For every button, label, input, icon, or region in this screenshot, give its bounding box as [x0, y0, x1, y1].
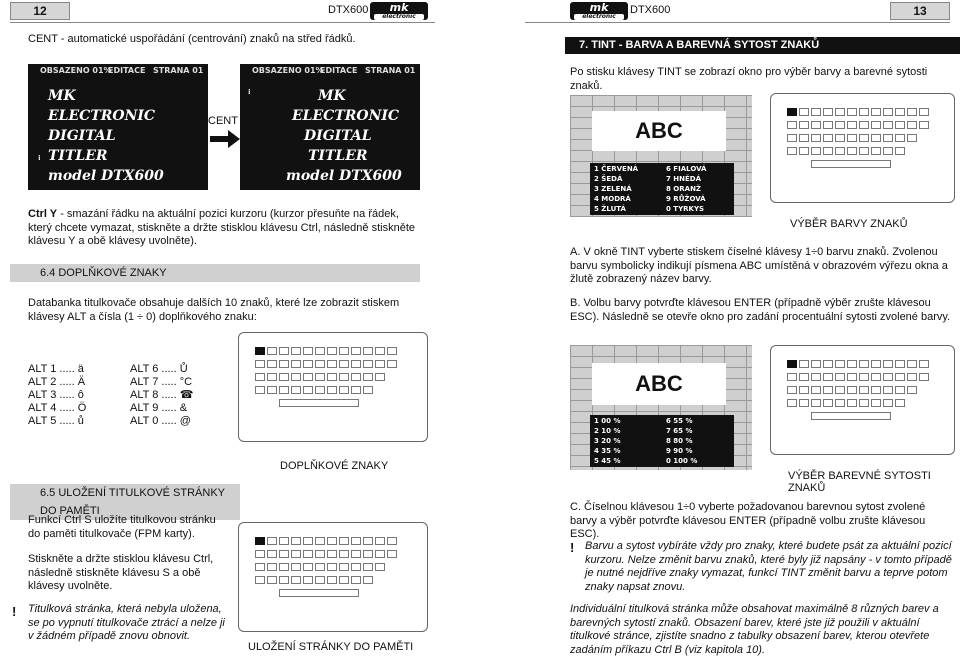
keyboard-key	[351, 563, 361, 571]
keyboard-key	[847, 386, 857, 394]
section-6-4-heading: 6.4 DOPLŇKOVÉ ZNAKY	[10, 264, 420, 282]
screen-line-1: MK	[48, 88, 76, 104]
keyboard-key	[811, 147, 821, 155]
highlighted-key	[787, 108, 797, 116]
highlighted-key	[255, 347, 265, 355]
keyboard-key	[315, 537, 325, 545]
keyboard-key	[291, 537, 301, 545]
keyboard-key	[919, 360, 929, 368]
keyboard-key	[279, 360, 289, 368]
keyboard-key	[315, 386, 325, 394]
keyboard-key	[375, 373, 385, 381]
keyboard-key	[847, 147, 857, 155]
keyboard-key	[267, 373, 277, 381]
keyboard-key	[859, 399, 869, 407]
databanka-description: Databanka titulkovače obsahuje dalších 10 znaků, které lze zobrazit stiskem klávesy ALT a čísla (1 ÷ 0) doplňkového znaku:	[28, 297, 400, 323]
keyboard-diagram-ctrl-s	[238, 522, 428, 632]
highlighted-key	[255, 537, 265, 545]
title-screen-before	[28, 64, 208, 190]
keyboard-key	[339, 386, 349, 394]
section-7-heading: 7. TINT - BARVA A BAREVNÁ SYTOST ZNAKŮ	[565, 37, 960, 54]
keyboard-key	[303, 563, 313, 571]
keyboard-key	[883, 386, 893, 394]
keyboard-key	[303, 360, 313, 368]
vyber-barvy-caption: VÝBĚR BARVY ZNAKŮ	[790, 218, 908, 230]
keyboard-key	[823, 134, 833, 142]
keyboard-key	[255, 576, 265, 584]
keyboard-key	[859, 373, 869, 381]
cent-label: CENT	[208, 115, 238, 127]
keyboard-key	[375, 563, 385, 571]
step-a-text: A. V okně TINT vyberte stiskem číselné klávesy 1÷0 barvu znaků. Zvolenou barvu symbolicky indikují písmena ABC umístěná v obrazovém výřezu okna a žlutě zobrazený název barvy.	[570, 246, 948, 285]
keyboard-key	[883, 108, 893, 116]
header-rule-left	[10, 22, 435, 23]
keyboard-key	[799, 399, 809, 407]
keyboard-key	[363, 576, 373, 584]
color-option: 2 ŠEDÁ	[594, 175, 623, 183]
keyboard-key	[375, 550, 385, 558]
step-b-text: B. Volbu barvy potvrďte klávesou ENTER (případně výběr zrušte klávesou ESC). Následně se otevře okno pro zadání procentuální sytosti zvolené barvy.	[570, 297, 951, 323]
keyboard-key	[351, 576, 361, 584]
alt-item: ALT 6 ..... Ů	[130, 363, 188, 375]
keyboard-key	[279, 537, 289, 545]
keyboard-key	[883, 360, 893, 368]
keyboard-key	[823, 108, 833, 116]
keyboard-key	[799, 360, 809, 368]
keyboard-key	[339, 373, 349, 381]
header-model-right: DTX600	[630, 4, 671, 16]
keyboard-key	[907, 121, 917, 129]
keyboard-key	[871, 373, 881, 381]
keyboard-key	[907, 373, 917, 381]
keyboard-key	[847, 373, 857, 381]
keyboard-spacebar	[811, 412, 891, 420]
keyboard-key	[907, 108, 917, 116]
keyboard-key	[327, 563, 337, 571]
keyboard-key	[799, 373, 809, 381]
keyboard-key	[811, 373, 821, 381]
keyboard-key	[787, 147, 797, 155]
keyboard-key	[327, 360, 337, 368]
cursor-marker: ⁝	[248, 88, 251, 96]
keyboard-key	[895, 373, 905, 381]
keyboard-key	[255, 550, 265, 558]
abc-preview: ABC	[592, 363, 726, 405]
keyboard-key	[387, 347, 397, 355]
keyboard-key	[339, 550, 349, 558]
keyboard-key	[859, 108, 869, 116]
logo-left: mk electronic	[370, 2, 428, 20]
keyboard-key	[291, 360, 301, 368]
keyboard-key	[895, 147, 905, 155]
keyboard-key	[883, 134, 893, 142]
keyboard-key	[363, 347, 373, 355]
color-option: 9 RŮŽOVÁ	[666, 195, 706, 203]
keyboard-key	[871, 147, 881, 155]
keyboard-key	[303, 576, 313, 584]
keyboard-key	[291, 550, 301, 558]
keyboard-key	[387, 537, 397, 545]
keyboard-key	[279, 347, 289, 355]
keyboard-key	[871, 121, 881, 129]
alt-item: ALT 8 ..... ☎	[130, 389, 194, 401]
color-option: 1 ČERVENÁ	[594, 165, 639, 173]
keyboard-key	[799, 108, 809, 116]
keyboard-key	[847, 360, 857, 368]
keyboard-key	[895, 134, 905, 142]
keyboard-key	[351, 360, 361, 368]
note-color-text: Barvu a sytost vybíráte vždy pro znaky, které budete psát za aktuální pozicí kurzoru. Nelze změnit barvu znaků, které byly již napsány - v tomto případě je nutné nejdříve znaky vymazat, funkcí TINT změnit barvu a teprve potom znaky napsat znovu.	[585, 540, 952, 593]
keyboard-key	[255, 386, 265, 394]
keyboard-key	[859, 121, 869, 129]
keyboard-key	[315, 576, 325, 584]
keyboard-key	[387, 360, 397, 368]
logo-right: mk electronic	[570, 2, 628, 20]
keyboard-key	[315, 347, 325, 355]
screen-line-2: ELECTRONIC	[292, 108, 400, 124]
keyboard-diagram-saturation	[770, 345, 955, 455]
screen-line-3: DIGITAL	[48, 128, 116, 144]
keyboard-key	[363, 373, 373, 381]
keyboard-key	[303, 550, 313, 558]
keyboard-key	[291, 373, 301, 381]
keyboard-key	[279, 563, 289, 571]
keyboard-key	[351, 550, 361, 558]
keyboard-key	[823, 121, 833, 129]
keyboard-key	[919, 373, 929, 381]
keyboard-key	[327, 576, 337, 584]
saturation-option: 8 80 %	[666, 437, 693, 445]
saturation-option: 3 20 %	[594, 437, 621, 445]
page-number-left: 12	[10, 2, 70, 20]
keyboard-key	[315, 373, 325, 381]
keyboard-key	[267, 563, 277, 571]
keyboard-key	[291, 347, 301, 355]
keyboard-key	[339, 347, 349, 355]
color-option: 5 ŽLUTÁ	[594, 205, 626, 213]
keyboard-key	[799, 134, 809, 142]
keyboard-key	[811, 360, 821, 368]
alt-item: ALT 3 ..... ô	[28, 389, 84, 401]
cent-description: CENT - automatické uspořádání (centrování) znaků na střed řádků.	[28, 33, 356, 45]
keyboard-key	[375, 347, 385, 355]
keyboard-key	[279, 550, 289, 558]
keyboard-key	[895, 108, 905, 116]
keyboard-key	[363, 386, 373, 394]
keyboard-key	[327, 347, 337, 355]
screen-line-3: DIGITAL	[304, 128, 372, 144]
keyboard-key	[871, 134, 881, 142]
color-option: 3 ZELENÁ	[594, 185, 632, 193]
warning-text: Titulková stránka, která nebyla uložena, se po vypnutí titulkovače ztrácí a nelze ji v žádném případě znovu obnovit.	[28, 603, 225, 642]
keyboard-key	[799, 386, 809, 394]
keyboard-key	[883, 373, 893, 381]
keyboard-key	[799, 121, 809, 129]
keyboard-key	[823, 147, 833, 155]
keyboard-key	[811, 108, 821, 116]
keyboard-key	[363, 563, 373, 571]
keyboard-key	[811, 386, 821, 394]
keyboard-key	[363, 360, 373, 368]
keyboard-key	[375, 360, 385, 368]
keyboard-key	[871, 108, 881, 116]
ctrl-s-description: Stiskněte a držte stisklou klávesu Ctrl, následně stiskněte klávesu S a obě klávesy uvolněte.	[28, 553, 214, 592]
keyboard-key	[339, 576, 349, 584]
color-option: 7 HNĚDÁ	[666, 175, 702, 183]
keyboard-diagram-alt	[238, 332, 428, 442]
keyboard-spacebar	[811, 160, 891, 168]
keyboard-key	[835, 386, 845, 394]
keyboard-key	[835, 147, 845, 155]
keyboard-spacebar	[279, 399, 359, 407]
keyboard-key	[255, 360, 265, 368]
cursor-marker: ⁝	[38, 154, 41, 162]
keyboard-key	[363, 550, 373, 558]
step-c-text: C. Číselnou klávesou 1÷0 vyberte požadovanou barevnou sytost zvolené barvy a výběr potvrďte klávesou ENTER (případně volbu zrušte klávesou ESC).	[570, 501, 926, 540]
keyboard-key	[823, 399, 833, 407]
keyboard-key	[327, 537, 337, 545]
saturation-option: 7 65 %	[666, 427, 693, 435]
screen-line-1: MK	[318, 88, 346, 104]
keyboard-key	[787, 386, 797, 394]
title-screen-after	[240, 64, 420, 190]
keyboard-key	[787, 399, 797, 407]
screen-line-2: ELECTRONIC	[48, 108, 156, 124]
keyboard-key	[339, 537, 349, 545]
arrow-right-icon	[210, 130, 240, 148]
abc-preview: ABC	[592, 111, 726, 151]
screen-line-5: model DTX600	[286, 168, 402, 184]
keyboard-key	[799, 147, 809, 155]
keyboard-key	[279, 373, 289, 381]
keyboard-key	[267, 360, 277, 368]
keyboard-key	[895, 386, 905, 394]
keyboard-key	[871, 386, 881, 394]
keyboard-key	[787, 121, 797, 129]
color-option: 6 FIALOVÁ	[666, 165, 707, 173]
tint-saturation-window	[570, 345, 752, 470]
keyboard-key	[291, 563, 301, 571]
keyboard-key	[267, 537, 277, 545]
alt-item: ALT 0 ..... @	[130, 415, 191, 427]
keyboard-key	[255, 373, 265, 381]
saturation-option: 4 35 %	[594, 447, 621, 455]
keyboard-key	[883, 121, 893, 129]
keyboard-key	[339, 563, 349, 571]
keyboard-key	[919, 108, 929, 116]
saturation-option: 2 10 %	[594, 427, 621, 435]
keyboard-key	[823, 373, 833, 381]
keyboard-key	[895, 360, 905, 368]
screen-line-4: TITLER	[48, 148, 108, 164]
keyboard-key	[859, 147, 869, 155]
keyboard-key	[871, 360, 881, 368]
header-rule-right	[525, 22, 950, 23]
saturation-list	[590, 415, 734, 467]
keyboard-diagram-tint	[770, 93, 955, 203]
alt-item: ALT 1 ..... ä	[28, 363, 84, 375]
keyboard-key	[255, 563, 265, 571]
vyber-sytosti-caption: VÝBĚR BAREVNÉ SYTOSTI ZNAKŮ	[788, 470, 931, 494]
keyboard-key	[787, 373, 797, 381]
keyboard-key	[835, 121, 845, 129]
color-option: 4 MODRÁ	[594, 195, 631, 203]
keyboard-key	[907, 360, 917, 368]
keyboard-key	[859, 386, 869, 394]
keyboard-key	[351, 386, 361, 394]
keyboard-key	[811, 134, 821, 142]
saturation-option: 0 100 %	[666, 457, 698, 465]
keyboard-key	[835, 360, 845, 368]
section-6-5-heading: 6.5 ULOŽENÍ TITULKOVÉ STRÁNKY DO PAMĚTI	[10, 484, 240, 520]
keyboard-key	[859, 360, 869, 368]
keyboard-key	[303, 537, 313, 545]
keyboard-key	[267, 386, 277, 394]
tint-intro: Po stisku klávesy TINT se zobrazí okno pro výběr barvy a barevné sytosti znaků.	[570, 66, 928, 92]
alt-item: ALT 4 ..... Ö	[28, 402, 87, 414]
page-number-right: 13	[890, 2, 950, 20]
keyboard-key	[267, 550, 277, 558]
keyboard-key	[327, 550, 337, 558]
screen-line-4: TITLER	[308, 148, 368, 164]
ulozeni-description: Funkcí Ctrl S uložíte titulkovou stránku do paměti titulkovače (FPM karty).	[28, 514, 216, 540]
keyboard-spacebar	[279, 589, 359, 597]
keyboard-key	[387, 550, 397, 558]
keyboard-key	[363, 537, 373, 545]
keyboard-key	[883, 399, 893, 407]
warning-icon: !	[570, 540, 575, 555]
keyboard-key	[835, 399, 845, 407]
keyboard-key	[847, 108, 857, 116]
doplnkove-caption: DOPLŇKOVÉ ZNAKY	[280, 460, 389, 472]
keyboard-key	[315, 550, 325, 558]
screen-line-5: model DTX600	[48, 168, 164, 184]
keyboard-key	[291, 386, 301, 394]
keyboard-key	[835, 134, 845, 142]
keyboard-key	[811, 121, 821, 129]
alt-item: ALT 2 ..... Ä	[28, 376, 86, 388]
keyboard-key	[375, 537, 385, 545]
keyboard-key	[883, 147, 893, 155]
keyboard-key	[895, 121, 905, 129]
keyboard-key	[291, 576, 301, 584]
keyboard-key	[315, 360, 325, 368]
keyboard-key	[835, 373, 845, 381]
keyboard-key	[811, 399, 821, 407]
color-option: 8 ORANŽ	[666, 185, 701, 193]
tint-color-window	[570, 95, 752, 217]
keyboard-key	[267, 347, 277, 355]
alt-item: ALT 9 ..... &	[130, 402, 188, 414]
keyboard-key	[823, 386, 833, 394]
keyboard-key	[327, 386, 337, 394]
keyboard-key	[847, 134, 857, 142]
keyboard-key	[303, 386, 313, 394]
note-max-colors: Individuální titulková stránka může obsahovat maximálně 8 různých barev a barevných sytostí znaků. Obsazení barev, které jste již použili v aktuální titulkové stránce, zjistíte snadno z tabulky obsazení barev, kterou otevřete zadáním příkazu Ctrl B (viz kapitola 10).	[570, 603, 939, 656]
screen-status-bar: OBSAZENO 01% EDITACE STRANA 01	[252, 66, 416, 75]
header-model-left: DTX600	[328, 4, 369, 16]
alt-item: ALT 7 ..... °C	[130, 376, 193, 388]
saturation-option: 9 90 %	[666, 447, 693, 455]
keyboard-key	[907, 386, 917, 394]
keyboard-key	[835, 108, 845, 116]
keyboard-key	[279, 576, 289, 584]
keyboard-key	[847, 121, 857, 129]
highlighted-key	[787, 360, 797, 368]
keyboard-key	[327, 373, 337, 381]
saturation-option: 5 45 %	[594, 457, 621, 465]
saturation-option: 6 55 %	[666, 417, 693, 425]
keyboard-key	[787, 134, 797, 142]
keyboard-key	[351, 537, 361, 545]
keyboard-key	[279, 386, 289, 394]
warning-icon: !	[12, 604, 17, 619]
keyboard-key	[895, 399, 905, 407]
alt-item: ALT 5 ..... ů	[28, 415, 84, 427]
keyboard-key	[847, 399, 857, 407]
keyboard-key	[303, 347, 313, 355]
ulozeni-caption: ULOŽENÍ STRÁNKY DO PAMĚTI	[248, 641, 414, 653]
keyboard-key	[907, 134, 917, 142]
keyboard-key	[859, 134, 869, 142]
ctrl-y-description: Ctrl Y - smazání řádku na aktuální pozici kurzoru (kurzor přesuňte na řádek, který chcete vymazat, stiskněte a držte stisklou klávesu Ctrl, následně stiskněte klávesu Y a obě klávesy uvolněte).	[28, 208, 415, 247]
keyboard-key	[303, 373, 313, 381]
keyboard-key	[919, 121, 929, 129]
screen-status-bar: OBSAZENO 01% EDITACE STRANA 01	[40, 66, 204, 75]
keyboard-key	[823, 360, 833, 368]
keyboard-key	[351, 347, 361, 355]
keyboard-key	[339, 360, 349, 368]
keyboard-key	[267, 576, 277, 584]
keyboard-key	[351, 373, 361, 381]
keyboard-key	[871, 399, 881, 407]
saturation-option: 1 00 %	[594, 417, 621, 425]
color-list	[590, 163, 734, 215]
color-option: 0 TYRKYS	[666, 205, 705, 213]
keyboard-key	[315, 563, 325, 571]
